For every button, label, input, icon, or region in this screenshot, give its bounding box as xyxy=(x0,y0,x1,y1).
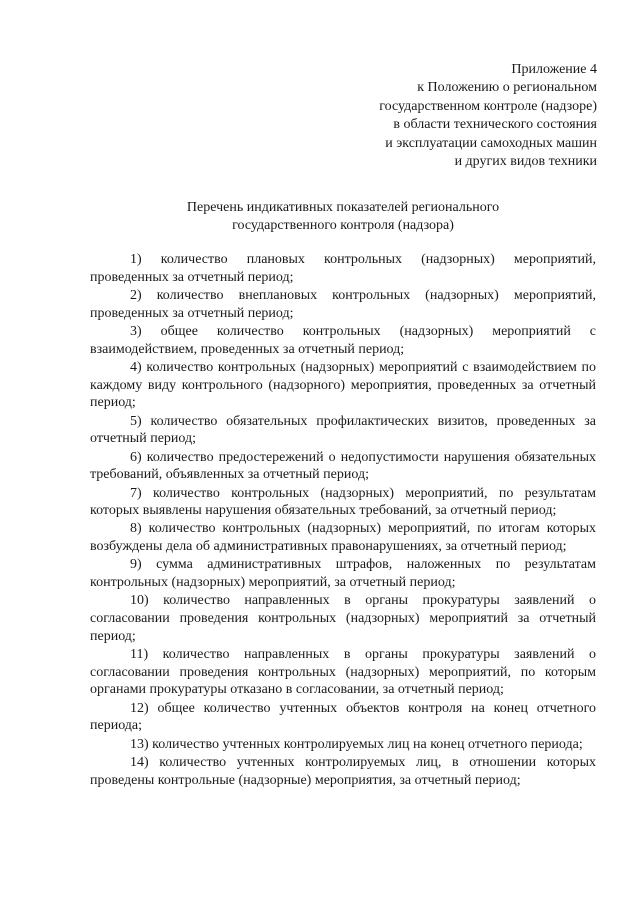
list-item: 3) общее количество контрольных (надзорных) мероприятий с взаимодействием, проведенных за отчетный период; xyxy=(90,323,596,357)
appendix-line: государственном контроле (надзоре) xyxy=(379,98,597,114)
list-item: 12) общее количество учтенных объектов контроля на конец отчетного периода; xyxy=(90,700,596,734)
appendix-line: к Положению о региональном xyxy=(417,80,597,96)
list-item: 7) количество контрольных (надзорных) мероприятий, по результатам которых выявлены нарушения обязательных требований, за отчетный период; xyxy=(90,485,596,519)
list-item: 14) количество учтенных контролируемых лиц, в отношении которых проведены контрольные (надзорные) мероприятия, за отчетный период; xyxy=(90,754,596,788)
list-item: 10) количество направленных в органы прокуратуры заявлений о согласовании проведения контрольных (надзорных) мероприятий за отчетный период; xyxy=(90,593,596,644)
list-item: 13) количество учтенных контролируемых лиц на конец отчетного периода; xyxy=(130,736,583,752)
list-item: 8) количество контрольных (надзорных) мероприятий, по итогам которых возбуждены дела об административных правонарушениях, за отчетный период; xyxy=(90,521,596,555)
list-item: 1) количество плановых контрольных (надзорных) мероприятий, проведенных за отчетный период; xyxy=(90,252,596,285)
appendix-line: и эксплуатации самоходных машин xyxy=(385,135,597,151)
indicator-list xyxy=(90,251,596,790)
title-line-1: Перечень индикативных показателей регионального xyxy=(186,200,500,215)
appendix-line: Приложение 4 xyxy=(511,62,597,77)
document-title xyxy=(90,199,596,236)
appendix-header xyxy=(379,61,597,171)
list-item: 5) количество обязательных профилактических визитов, проведенных за отчетный период; xyxy=(90,413,596,447)
list-item: 6) количество предостережений о недопустимости нарушения обязательных требований, объявленных за отчетный период; xyxy=(90,449,596,483)
appendix-line: в области технического состояния xyxy=(393,117,597,133)
list-item: 9) сумма административных штрафов, наложенных по результатам контрольных (надзорных) мероприятий, за отчетный период; xyxy=(90,557,596,591)
appendix-line: и других видов техники xyxy=(454,154,597,170)
title-line-2: государственного контроля (надзора) xyxy=(232,218,454,234)
list-item: 2) количество внеплановых контрольных (надзорных) мероприятий, проведенных за отчетный период; xyxy=(90,287,596,321)
list-item: 4) количество контрольных (надзорных) мероприятий с взаимодействием по каждому виду контрольного (надзорного) мероприятия, проведенных за отчетный период; xyxy=(90,359,596,411)
list-item: 11) количество направленных в органы прокуратуры заявлений о согласовании проведения контрольных (надзорных) мероприятий, по которым органами прокуратуры отказано в согласовании, за отчетный период; xyxy=(90,647,596,698)
